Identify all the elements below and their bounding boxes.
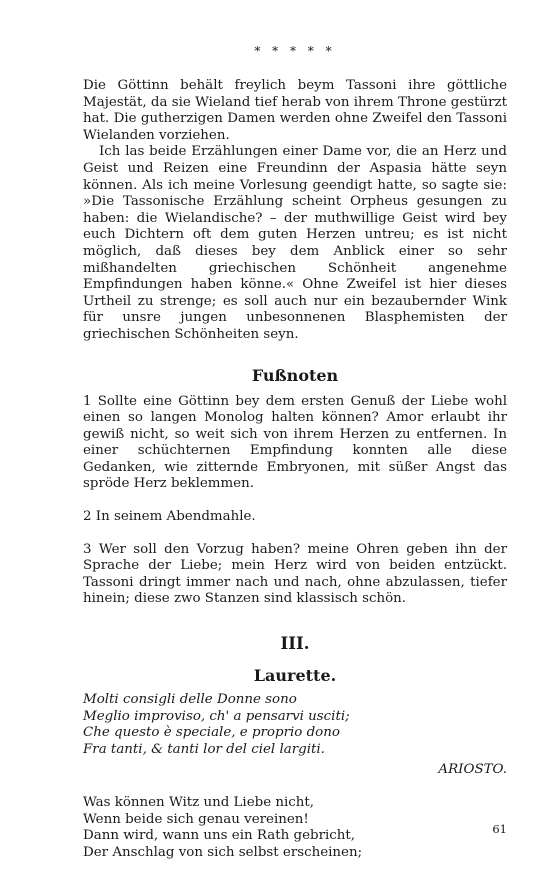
footnote-1: 1 Sollte eine Göttinn bey dem ersten Genuß der Liebe wohl einen so langen Monolog halten können? Amor erlaubt ihr gewiß nicht, so weit sich von ihrem Herzen zu entfernen. In einer schüchternen Empfindung konnten alle diese Gedanken, wie zitternde Embryonen, mit süßer Angst das spröde Herz beklemmen.	[83, 393, 507, 492]
poem-line: Wenn beide sich genau vereinen!	[83, 811, 309, 827]
page-content	[83, 44, 507, 861]
poem	[83, 795, 507, 861]
epigraph-line: Molti consigli delle Donne sono	[83, 692, 297, 708]
epigraph-line: Fra tanti, & tanti lor del ciel largiti.	[83, 741, 325, 757]
body-paragraph-2: Ich las beide Erzählungen einer Dame vor, die an Herz und Geist und Reizen eine Freundinn der Aspasia hätte seyn können. Als ich meine Vorlesung geendigt hatte, so sagte sie: »Die Tassonische Erzählung scheint Orpheus gesungen zu haben: die Wielandische? – der muthwillige Geist wird bey euch Dichtern oft dem guten Herzen untreu; es ist nicht möglich, daß dieses bey dem Anblick einer so sehr mißhandelten griechischen Schönheit angenehme Empfindungen haben könne.« Ohne Zweifel ist hier dieses Urtheil zu strenge; es soll auch nur ein bezaubernder Wink für unsre jungen unbesonnenen Blasphemisten der griechischen Schönheiten seyn.	[83, 144, 507, 342]
epigraph-line: Che questo è speciale, e proprio dono	[83, 725, 340, 741]
epigraph	[83, 692, 507, 758]
body-paragraph-1: Die Göttinn behält freylich beym Tassoni ihre göttliche Majestät, da sie Wieland tief herab von ihrem Throne gestürzt hat. Die gutherzigen Damen werden ohne Zweifel den Tassoni Wielanden vorziehen.	[83, 78, 507, 143]
section-title: Laurette.	[253, 666, 337, 686]
footnote-3: 3 Wer soll den Vorzug haben? meine Ohren geben ihn der Sprache der Liebe; mein Herz wird von beiden entzückt. Tassoni dringt immer nach und nach, ohne abzulassen, tiefer hinein; diese zwo Stanzen sind klassisch schön.	[83, 541, 507, 607]
page-number: 61	[492, 822, 507, 836]
poem-line: Dann wird, wann uns ein Rath gebricht,	[83, 828, 356, 844]
footnote-2: 2 In seinem Abendmahle.	[83, 509, 256, 525]
poem-line: Der Anschlag von sich selbst erscheinen;	[83, 844, 363, 860]
section-number: III.	[280, 634, 310, 654]
epigraph-line: Meglio improviso, ch' a pensarvi usciti;	[83, 708, 350, 724]
epigraph-author: ARIOSTO.	[438, 762, 507, 778]
footnotes-heading: Fußnoten	[251, 365, 339, 385]
poem-line: Was können Witz und Liebe nicht,	[83, 795, 315, 810]
section-separator: * * * * *	[254, 44, 336, 58]
